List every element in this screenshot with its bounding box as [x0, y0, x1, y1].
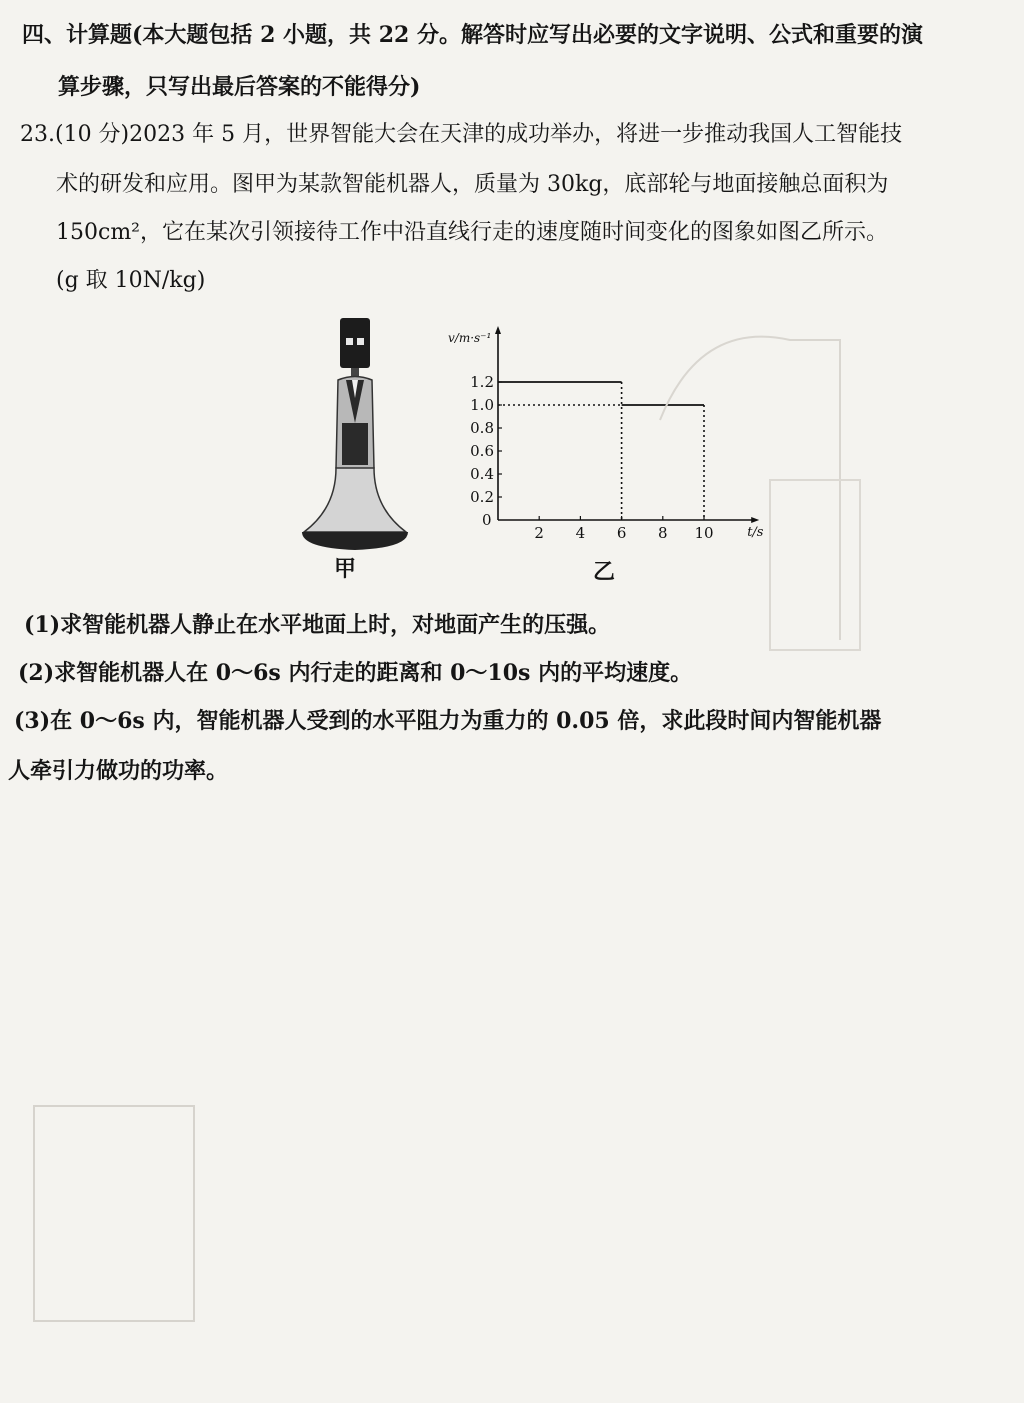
subquestion-3-line2: 人牵引力做功的功率。: [8, 758, 229, 784]
robot-wheel-base: [302, 532, 408, 550]
y-tick-label: 1.2: [470, 373, 494, 391]
question-line1: 23.(10 分)2023 年 5 月，世界智能大会在天津的成功举办，将进一步推动我国人工智能技: [20, 122, 903, 147]
bleed-through-beaker: [30, 1100, 200, 1330]
y-tick-label: 1.0: [470, 396, 494, 414]
x-tick-label: 4: [575, 524, 586, 542]
question-line2: 术的研发和应用。图甲为某款智能机器人，质量为 30kg，底部轮与地面接触总面积为: [56, 172, 889, 197]
x-axis-title: t/s: [747, 525, 764, 540]
section-heading-line2: 算步骤，只写出最后答案的不能得分): [58, 74, 421, 100]
figure-yi-label: 乙: [593, 559, 616, 585]
subquestion-1: (1)求智能机器人静止在水平地面上时，对地面产生的压强。: [24, 612, 611, 638]
y-tick-label: 0.2: [470, 488, 494, 506]
x-tick-label: 8: [658, 524, 668, 542]
robot-illustration: [296, 318, 396, 558]
y-axis-title: v/m·s⁻¹: [448, 331, 492, 345]
y-axis-arrow: [495, 326, 501, 334]
robot-head: [340, 318, 370, 368]
y-tick-label: 0.4: [470, 465, 494, 483]
section-heading-line1: 四、计算题(本大题包括 2 小题，共 22 分。解答时应写出必要的文字说明、公式和重要的演: [22, 22, 923, 48]
origin-label: 0: [482, 511, 492, 529]
x-tick-label: 2: [534, 524, 544, 542]
subquestion-3-line1: (3)在 0～6s 内，智能机器人受到的水平阻力为重力的 0.05 倍，求此段时间内智能机器: [14, 708, 882, 734]
x-tick-label: 6: [616, 524, 627, 542]
question-line3: 150cm²，它在某次引领接待工作中沿直线行走的速度随时间变化的图象如图乙所示。: [56, 220, 888, 245]
question-line4: (g 取 10N/kg): [56, 268, 206, 293]
y-tick-label: 0.8: [470, 419, 494, 437]
robot-base: [304, 468, 406, 532]
y-tick-label: 0.6: [470, 442, 494, 460]
figure-jia-label: 甲: [334, 556, 357, 582]
subquestion-2: (2)求智能机器人在 0～6s 内行走的距离和 0～10s 内的平均速度。: [18, 660, 693, 686]
bleed-through-apparatus: [640, 300, 890, 660]
x-tick-label: 10: [694, 524, 714, 542]
